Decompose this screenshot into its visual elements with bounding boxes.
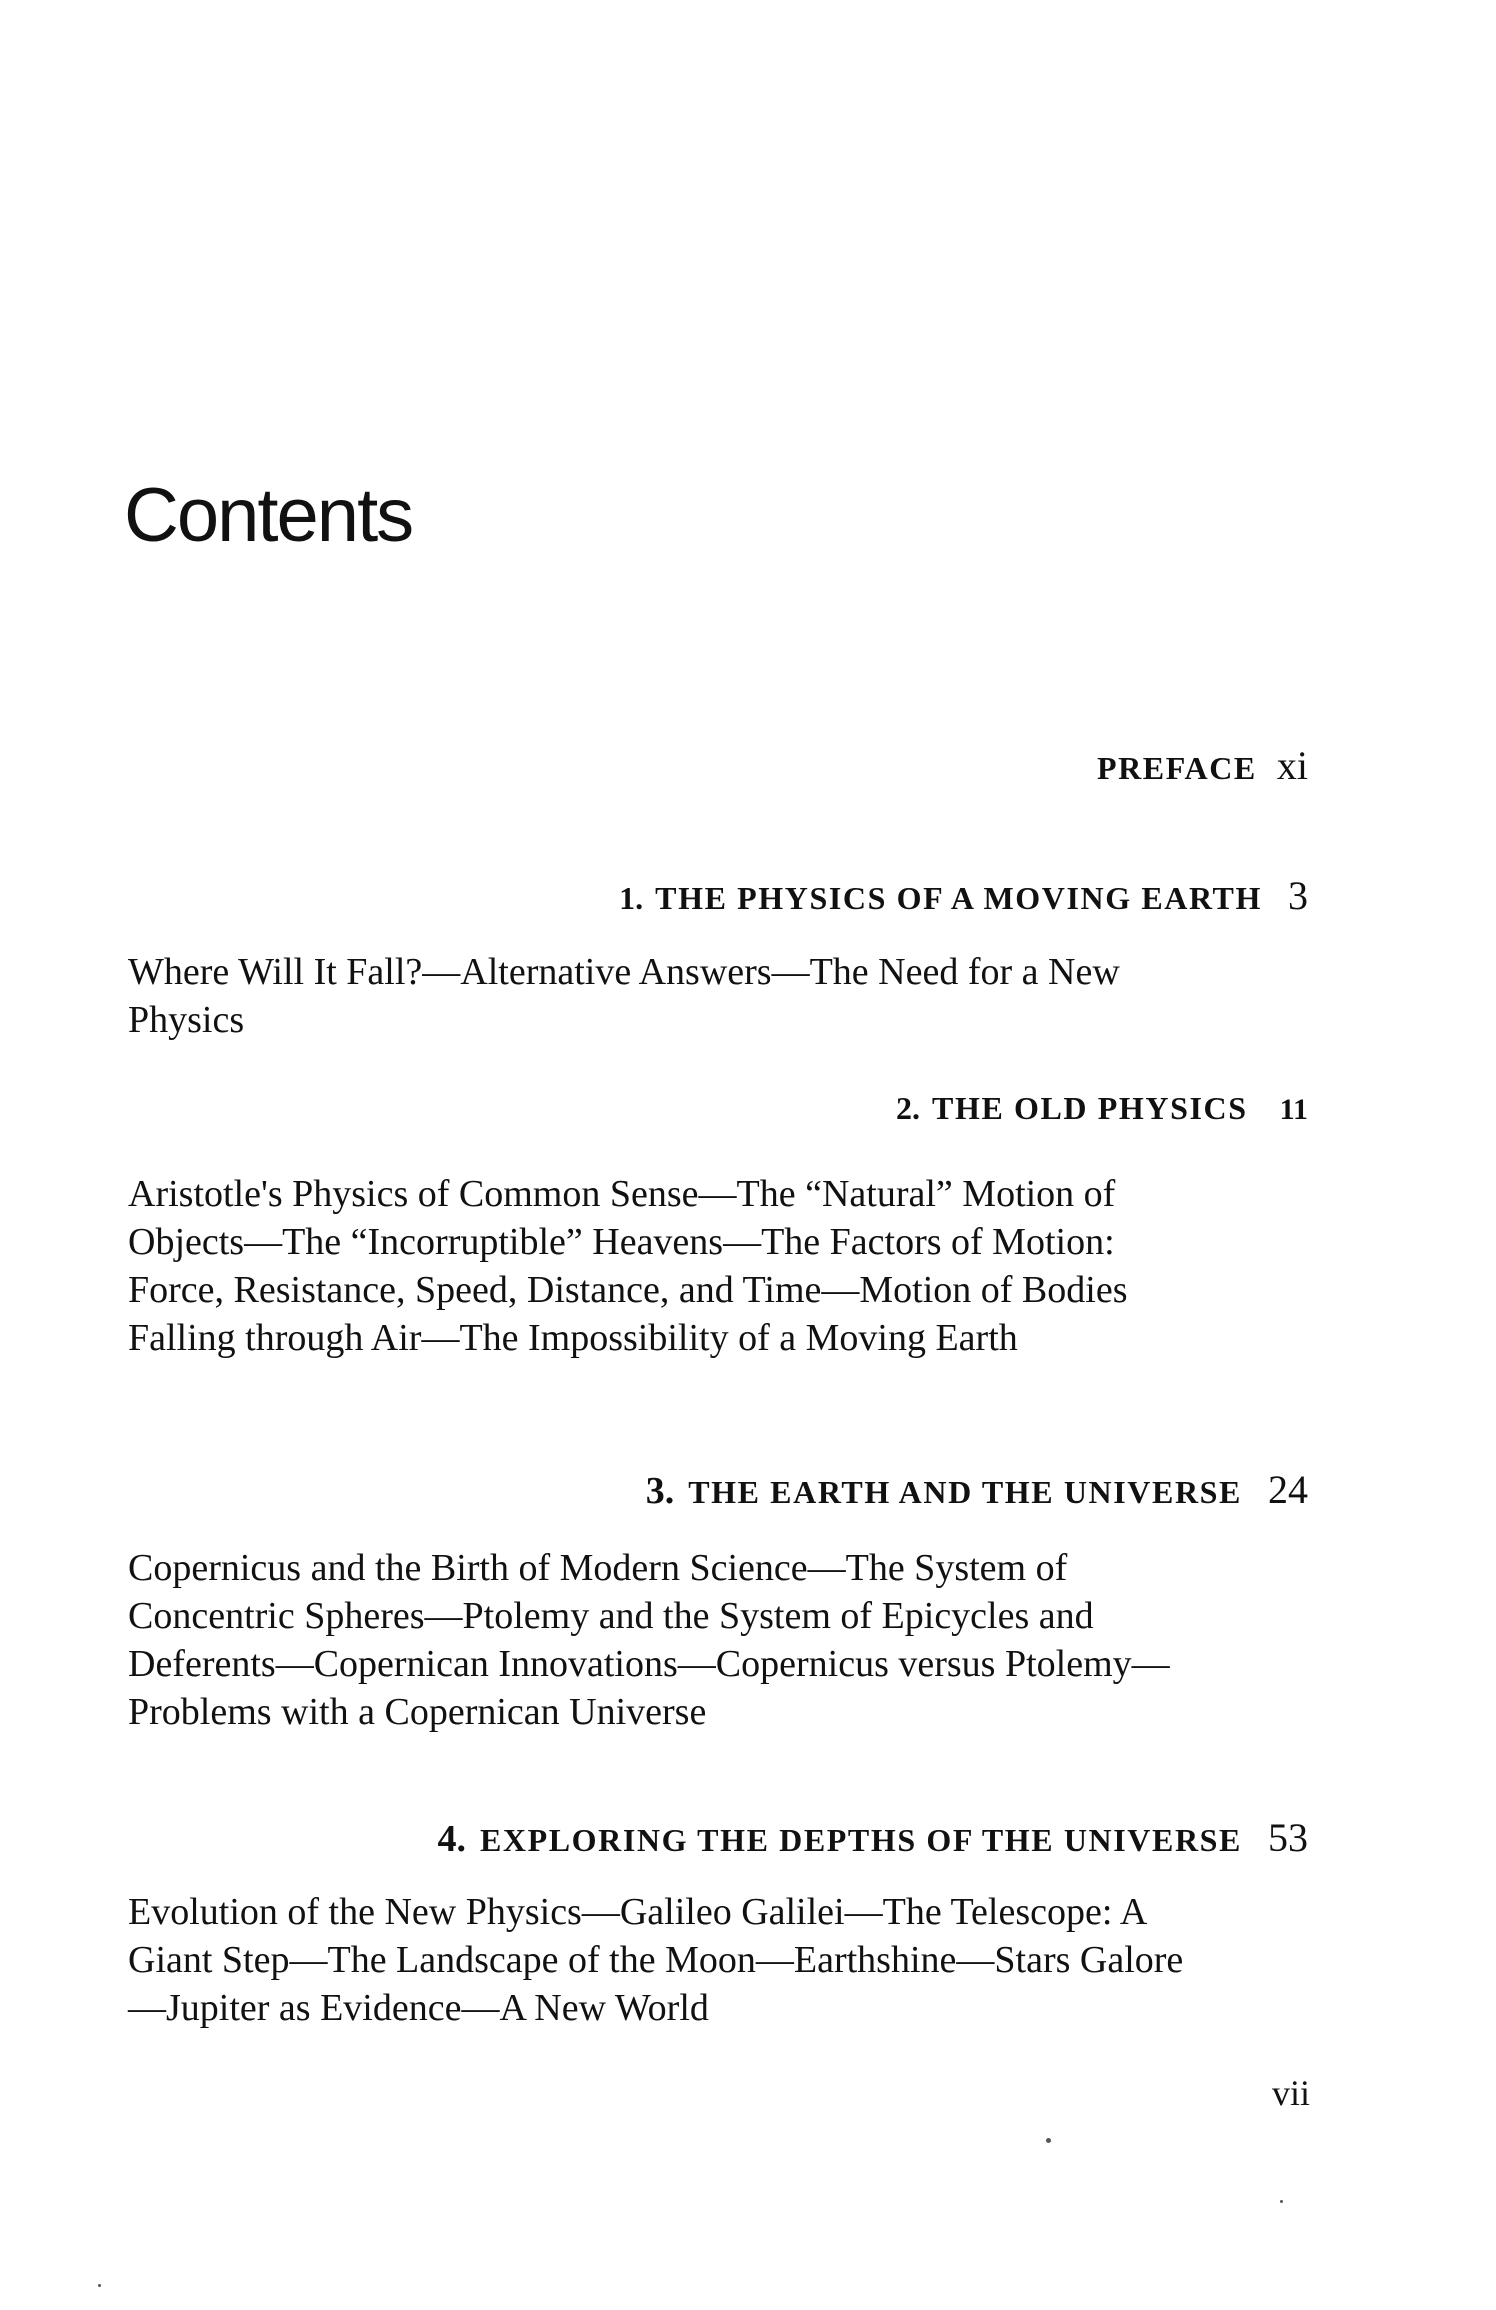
summary-line: Copernicus and the Birth of Modern Science—The System of (128, 1547, 1068, 1589)
toc-heading-chapter-2 (124, 1090, 1308, 1127)
toc-heading-label: THE PHYSICS OF A MOVING EARTH (655, 880, 1262, 916)
scan-speck (98, 2284, 101, 2287)
chapter-2-summary (128, 1170, 1288, 1362)
summary-line: Concentric Spheres—Ptolemy and the System of Epicycles and (128, 1595, 1094, 1637)
toc-heading-label: EXPLORING THE DEPTHS OF THE UNIVERSE (479, 1822, 1242, 1858)
chapter-number: 3. (645, 1470, 675, 1512)
summary-line: Problems with a Copernican Universe (128, 1691, 707, 1733)
summary-line: Force, Resistance, Speed, Distance, and Time—Motion of Bodies (128, 1269, 1128, 1311)
scan-speck (1280, 2200, 1283, 2203)
toc-page-number: 11 (1279, 1093, 1308, 1126)
toc-page-number: 3 (1288, 873, 1308, 918)
page-title: Contents (124, 473, 413, 558)
chapter-3-summary (128, 1544, 1288, 1736)
summary-line: Deferents—Copernican Innovations—Copernicus versus Ptolemy— (128, 1643, 1170, 1685)
toc-heading-preface (124, 742, 1308, 789)
toc-page-number: 24 (1268, 1467, 1308, 1512)
chapter-4-summary (128, 1888, 1288, 2032)
summary-line: Aristotle's Physics of Common Sense—The “Natural” Motion of (128, 1173, 1116, 1215)
summary-line: Evolution of the New Physics—Galileo Galilei—The Telescope: A (128, 1891, 1148, 1933)
summary-line: Giant Step—The Landscape of the Moon—Earthshine—Stars Galore (128, 1939, 1184, 1981)
summary-line: —Jupiter as Evidence—A New World (128, 1987, 709, 2029)
toc-heading-chapter-4 (124, 1814, 1308, 1861)
chapter-1-summary (128, 948, 1288, 1044)
scan-speck (1046, 2138, 1051, 2143)
chapter-number: 4. (437, 1818, 466, 1860)
toc-heading-label: THE EARTH AND THE UNIVERSE (688, 1474, 1242, 1510)
toc-heading-label: PREFACE (1096, 750, 1257, 786)
toc-heading-chapter-1 (124, 872, 1308, 919)
toc-page-number: 53 (1268, 1815, 1308, 1860)
chapter-number: 2. (896, 1090, 921, 1126)
toc-heading-label: THE OLD PHYSICS (932, 1090, 1248, 1126)
summary-line: Where Will It Fall?—Alternative Answers—The Need for a New (128, 951, 1120, 993)
summary-line: Falling through Air—The Impossibility of a Moving Earth (128, 1317, 1018, 1359)
summary-line: Objects—The “Incorruptible” Heavens—The Factors of Motion: (128, 1221, 1115, 1263)
page-folio: vii (1271, 2073, 1310, 2113)
chapter-number: 1. (619, 880, 644, 916)
summary-line: Physics (128, 999, 245, 1041)
toc-heading-chapter-3 (124, 1466, 1308, 1513)
toc-page-number: xi (1276, 743, 1308, 788)
